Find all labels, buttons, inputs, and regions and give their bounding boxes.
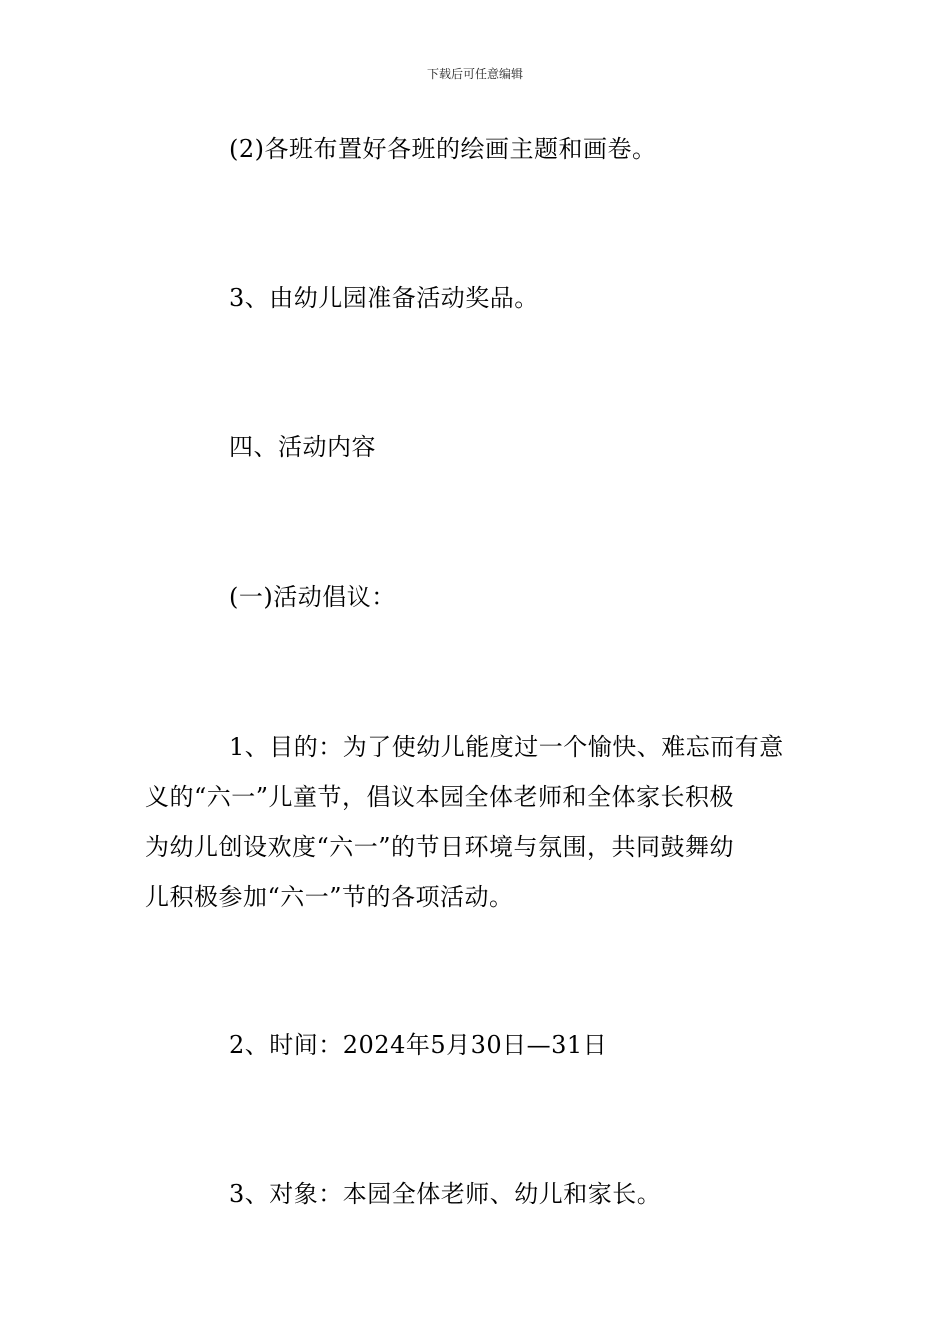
- paragraph-purpose: [145, 722, 810, 922]
- purpose-line-1: 1、目的：为了使幼儿能度过一个愉快、难忘而有意: [229, 733, 784, 761]
- paragraph-class-drawing-theme: (2)各班布置好各班的绘画主题和画卷。: [229, 135, 657, 163]
- page-header: 下载后可任意编辑: [426, 67, 523, 81]
- purpose-line-4: 儿积极参加“六一”节的各项活动。: [145, 883, 514, 911]
- purpose-line-3: 为幼儿创设欢度“六一”的节日环境与氛围，共同鼓舞幼: [145, 833, 735, 861]
- paragraph-prizes: 3、由幼儿园准备活动奖品。: [229, 284, 539, 312]
- purpose-line-2: 义的“六一”儿童节，倡议本园全体老师和全体家长积极: [145, 783, 735, 811]
- subsection-heading-activity-proposal: (一)活动倡议：: [229, 583, 396, 611]
- paragraph-audience: 3、对象：本园全体老师、幼儿和家长。: [229, 1180, 662, 1208]
- paragraph-time: 2、时间：2024年5月30日—31日: [229, 1031, 608, 1059]
- section-heading-activity-content: 四、活动内容: [229, 433, 376, 461]
